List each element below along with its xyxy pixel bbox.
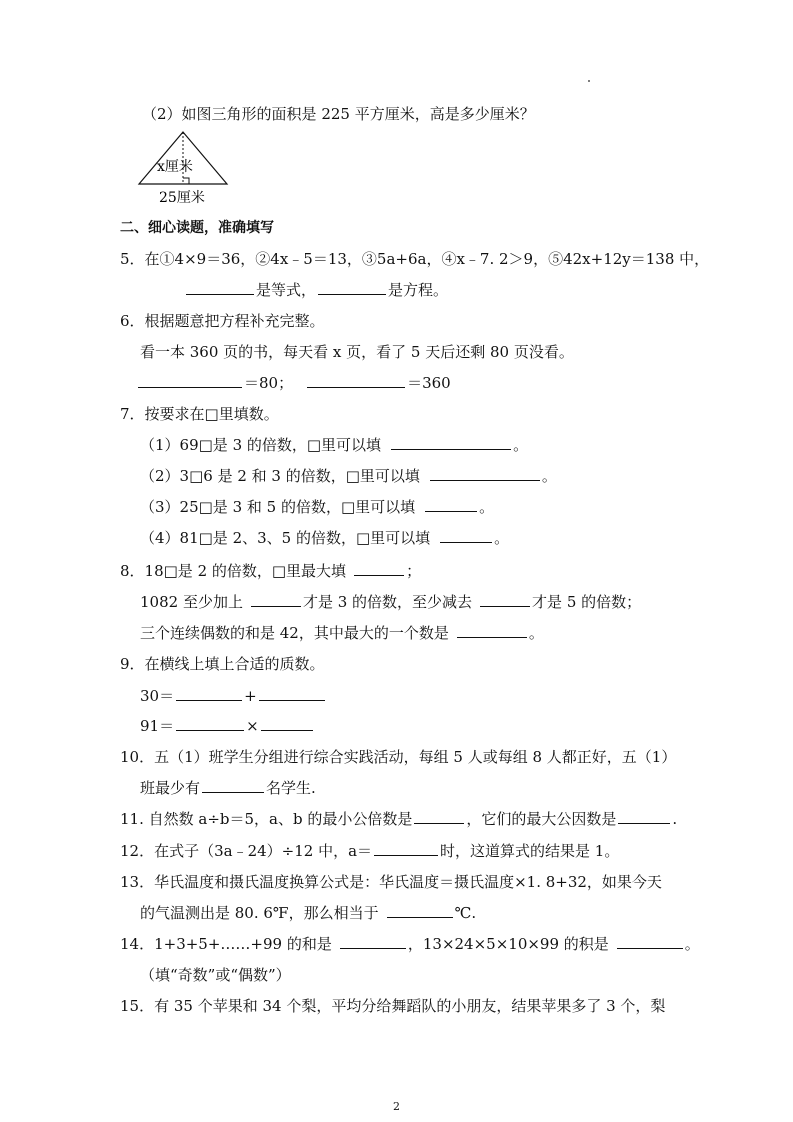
question-6-text: 看一本 360 页的书，每天看 x 页，看了 5 天后还剩 80 页没看。 [140, 343, 574, 361]
question-8: 8．18□是 2 的倍数，□里最大填 ； [120, 562, 422, 580]
question-7: 7．按要求在□里填数。 [120, 405, 279, 423]
question-7-2: （2）3□6 是 2 和 3 的倍数，□里可以填 。 [140, 467, 557, 485]
answer-blank[interactable] [318, 280, 386, 295]
question-6: 6．根据题意把方程补充完整。 [120, 312, 325, 330]
answer-blank[interactable] [261, 716, 313, 731]
answer-blank[interactable] [440, 528, 492, 543]
answer-blank[interactable] [186, 280, 254, 295]
question-8-c: 三个连续偶数的和是 42，其中最大的一个数是 。 [140, 624, 544, 642]
triangle-figure [135, 128, 235, 208]
question-9-line-1: 30＝ + [140, 686, 327, 706]
question-4-2: （2）如图三角形的面积是 225 平方厘米，高是多少厘米？ [142, 105, 535, 123]
question-10-b: 班最少有 名学生. [140, 779, 316, 797]
answer-blank[interactable] [430, 466, 540, 481]
triangle-height-label: x厘米 [157, 159, 193, 175]
answer-blank[interactable] [176, 716, 244, 731]
answer-blank[interactable] [251, 592, 301, 607]
question-6-equations: ＝80； ＝360 [136, 373, 451, 393]
question-13: 13．华氏温度和摄氏温度换算公式是：华氏温度＝摄氏温度×1. 8+32，如果今天 [120, 873, 662, 891]
section-2-heading: 二、细心读题，准确填写 [120, 220, 274, 236]
question-13-b: 的气温测出是 80. 6℉，那么相当于 ℃. [140, 904, 477, 922]
answer-blank[interactable] [617, 934, 683, 949]
answer-blank[interactable] [354, 561, 404, 576]
question-5-blanks: 是等式， 是方程。 [184, 280, 448, 300]
answer-blank[interactable] [138, 373, 242, 388]
question-8-b: 1082 至少加上 才是 3 的倍数，至少减去 才是 5 的倍数； [140, 593, 642, 611]
answer-blank[interactable] [176, 686, 242, 701]
question-12: 12．在式子（3a﹣24）÷12 中，a＝ 时，这道算式的结果是 1。 [120, 842, 620, 860]
page-number: 2 [393, 1100, 400, 1113]
answer-blank[interactable] [391, 435, 511, 450]
triangle-base-label: 25厘米 [159, 190, 205, 206]
question-5: 5．在①4×9＝36，②4x﹣5＝13，③5a+6a，④x﹣7. 2＞9，⑤42x+12y＝138 中， [120, 250, 710, 268]
question-9: 9．在横线上填上合适的质数。 [120, 655, 325, 673]
question-14-note: （填“奇数”或“偶数”） [140, 966, 291, 984]
page-dot [588, 80, 590, 82]
question-7-1: （1）69□是 3 的倍数，□里可以填 。 [140, 436, 529, 454]
question-10: 10．五（1）班学生分组进行综合实践活动，每组 5 人或每组 8 人都正好，五（1） [120, 748, 677, 766]
question-7-3: （3）25□是 3 和 5 的倍数，□里可以填 。 [140, 498, 495, 516]
answer-blank[interactable] [387, 903, 453, 918]
question-11: 11. 自然数 a÷b＝5，a、b 的最小公倍数是 ，它们的最大公因数是 . [120, 810, 678, 828]
answer-blank[interactable] [480, 592, 530, 607]
answer-blank[interactable] [259, 686, 325, 701]
answer-blank[interactable] [425, 497, 477, 512]
question-14: 14．1+3+5+……+99 的和是 ，13×24×5×10×99 的积是 。 [120, 935, 700, 953]
question-15: 15．有 35 个苹果和 34 个梨，平均分给舞蹈队的小朋友，结果苹果多了 3 个，梨 [120, 997, 666, 1015]
answer-blank[interactable] [307, 373, 405, 388]
answer-blank[interactable] [374, 841, 438, 856]
answer-blank[interactable] [202, 778, 264, 793]
answer-blank[interactable] [457, 623, 527, 638]
question-9-line-2: 91＝ × [140, 716, 315, 736]
answer-blank[interactable] [414, 809, 464, 824]
answer-blank[interactable] [340, 934, 406, 949]
question-7-4: （4）81□是 2、3、5 的倍数，□里可以填 。 [140, 529, 510, 547]
answer-blank[interactable] [618, 809, 670, 824]
